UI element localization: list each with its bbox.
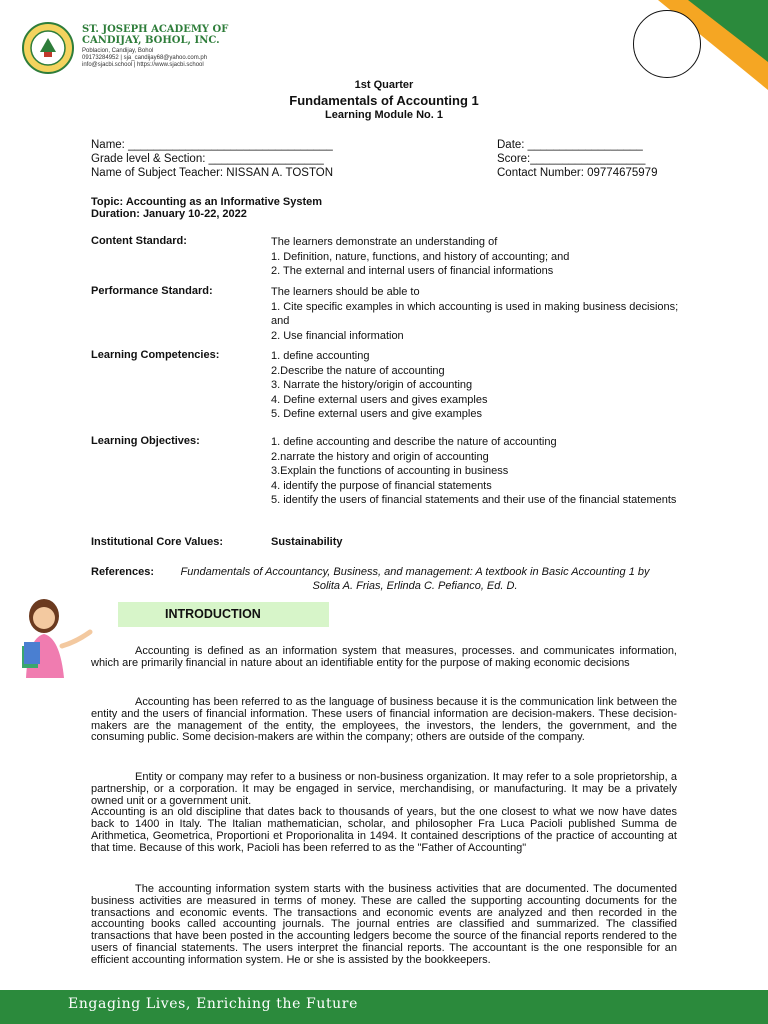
school-contact-info: Poblacion, Candijay, Bohol 09173284952 | sja_candijay68@yahoo.com.ph info@sjacbi.school | https://www.sjacbi.school (82, 48, 208, 68)
footer-tagline: Engaging Lives, Enriching the Future (68, 996, 358, 1012)
duration-line: Duration: January 10-22, 2022 (91, 208, 247, 220)
competencies-list: 1. define accounting 2.Describe the nature of accounting 3. Narrate the history/origin of accounting 4. Define external users and gives examples 5. Define external users and give examples (271, 350, 488, 420)
intro-paragraph-2: Accounting has been referred to as the language of business because it is the communication link between the entity and the users of financial information. These users of financial information are decision-makers. These decision-makers are the management of the entity, the employees, the investors, the lenders, the government, and the consuming public. Some decision-makers are within the company; others are outside of the company. (91, 696, 677, 744)
objectives-list: 1. define accounting and describe the nature of accounting 2.narrate the history and origin of accounting 3.Explain the functions of accounting in business 4. identify the purpose of financial statements 5. identify the users of financial statements and their use of the financial statements (271, 436, 677, 506)
date-field[interactable]: Date: __________________ (497, 139, 643, 151)
subject-title: Fundamentals of Accounting 1 (289, 93, 479, 108)
content-standard-text: The learners demonstrate an understanding of 1. Definition, nature, functions, and history of accounting; and 2. The external and internal users of financial informations (271, 236, 570, 277)
teacher-name: Name of Subject Teacher: NISSAN A. TOSTON (91, 167, 334, 179)
score-field[interactable]: Score:__________________ (497, 153, 646, 165)
references-label: References: (91, 566, 154, 578)
school-name: ST. JOSEPH ACADEMY OF CANDIJAY, BOHOL, INC. (82, 24, 229, 46)
intro-paragraph-3: Entity or company may refer to a business or non-business organization. It may refer to a sole proprietorship, a partnership, or a corporation. It may be engaged in service, merchandising, or manufacturing. It may be a privately owned unit or a government unit. Accounting is an old discipline that dates back to thousands of years, but the one closest to what we now have dates back to 1400 in Italy. The Italian mathematician, scholar, and philosopher Fra Luca Pacioli published Summa de Arithmetica, Geometrica, Proportioni et Proporionalita in 1494. It contained descriptions of the practice of accounting at that time. Because of this work, Pacioli has been referred to as the "Father of Accounting" (91, 771, 677, 854)
photo-circle (633, 10, 701, 78)
topic-block (91, 196, 322, 220)
performance-standard-label: Performance Standard: (91, 285, 213, 297)
name-field[interactable]: Name: ________________________________ (91, 139, 333, 151)
performance-standard-text: The learners should be able to 1. Cite specific examples in which accounting is used in making business decisions; and 2. Use financial information (271, 286, 679, 342)
introduction-heading: INTRODUCTION (165, 607, 261, 621)
grade-section-field[interactable]: Grade level & Section: __________________ (91, 153, 324, 165)
school-seal-icon (22, 22, 74, 74)
teacher-illustration-icon (8, 594, 96, 678)
quarter-label: 1st Quarter (354, 79, 414, 91)
intro-paragraph-1: Accounting is defined as an information system that measures, processes. and communicates information, which are primarily financial in nature about an identifiable entity for the purpose of making economic decisions (91, 645, 677, 669)
core-values-value: Sustainability (271, 536, 343, 548)
content-standard-label: Content Standard: (91, 235, 187, 247)
core-values-label: Institutional Core Values: (91, 536, 224, 548)
intro-paragraph-5: The accounting information system starts with the business activities that are documented. The documented business activities are measured in terms of money. These are called the supporting accounting documents for the transactions and economic events. The transactions and economic events are analyzed and then recorded in the accounting books called accounting journals. The journal entries are classified and summarized. The classified transactions that have been posted in the accounting ledgers become the source of the financial reports rendered to the users of financial statements. The users interpret the financial reports. The accountant is the one responsible for an efficient accounting information system. He or she is assisted by the bookkeepers. (91, 883, 677, 966)
competencies-label: Learning Competencies: (91, 349, 220, 361)
module-number: Learning Module No. 1 (325, 109, 443, 121)
topic-line: Topic: Accounting as an Informative System (91, 196, 323, 208)
contact-number: Contact Number: 09774675979 (497, 167, 658, 179)
references-text: Fundamentals of Accountancy, Business, and management: A textbook in Basic Accounting 1 by Solita A. Frias, Erlinda C. Pefianco, Ed. D. (180, 566, 650, 592)
objectives-label: Learning Objectives: (91, 435, 200, 447)
